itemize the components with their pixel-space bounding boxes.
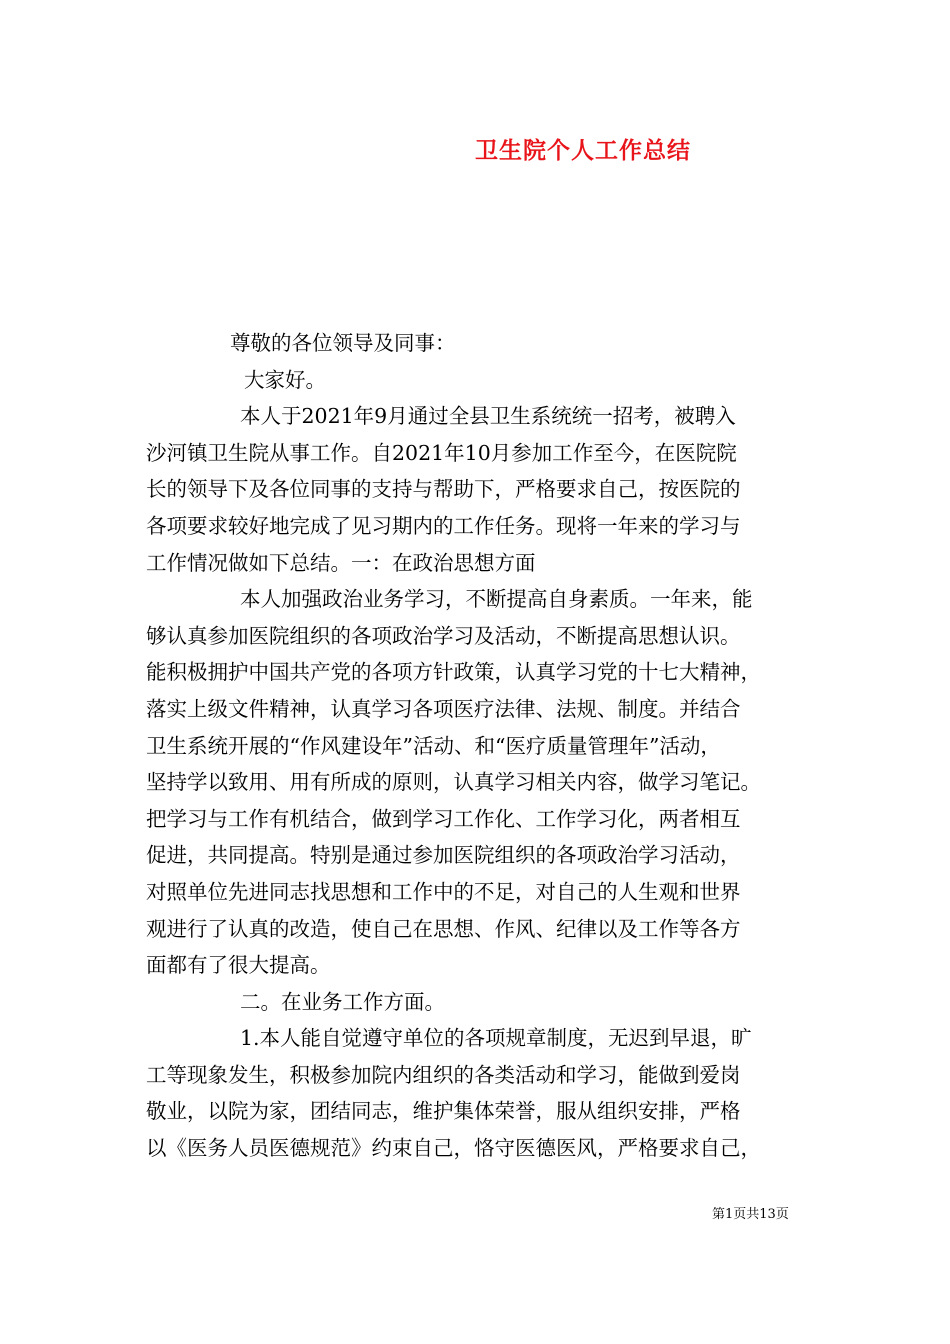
- paragraph-line: 坚持学以致用、用有所成的原则，认真学习相关内容，做学习笔记。: [146, 770, 761, 795]
- greeting-line: 尊敬的各位领导及同事：: [230, 331, 456, 355]
- paragraph-line: 本人加强政治业务学习，不断提高自身素质。一年来，能: [240, 587, 753, 612]
- paragraph-line: 工等现象发生，积极参加院内组织的各类活动和学习，能做到爱岗: [146, 1062, 741, 1087]
- paragraph-line: 能积极拥护中国共产党的各项方针政策，认真学习党的十七大精神，: [146, 660, 761, 685]
- paragraph-line: 对照单位先进同志找思想和工作中的不足，对自己的人生观和世界: [146, 879, 741, 904]
- paragraph-line: 沙河镇卫生院从事工作。自2021年10月参加工作至今，在医院院: [146, 440, 737, 465]
- paragraph-line: 敬业，以院为家，团结同志，维护集体荣誉，服从组织安排，严格: [146, 1099, 741, 1124]
- paragraph-line: 促进，共同提高。特别是通过参加医院组织的各项政治学习活动，: [146, 843, 741, 868]
- paragraph-line: 长的领导下及各位同事的支持与帮助下，严格要求自己，按医院的: [146, 477, 741, 502]
- page-number: 第1页共13页: [712, 1207, 789, 1222]
- paragraph-line: 把学习与工作有机结合，做到学习工作化、工作学习化，两者相互: [146, 806, 741, 831]
- paragraph-line: 面都有了很大提高。: [146, 953, 331, 978]
- document-title: 卫生院个人工作总结: [475, 138, 691, 164]
- paragraph-line: 观进行了认真的改造，使自己在思想、作风、纪律以及工作等各方: [146, 916, 741, 941]
- paragraph-line: 各项要求较好地完成了见习期内的工作任务。现将一年来的学习与: [146, 513, 741, 538]
- paragraph-line: 卫生系统开展的“作风建设年”活动、和“医疗质量管理年”活动，: [146, 733, 721, 758]
- hello-line: 大家好。: [244, 367, 326, 392]
- paragraph-line: 落实上级文件精神，认真学习各项医疗法律、法规、制度。并结合: [146, 696, 741, 721]
- paragraph-line: 工作情况做如下总结。一：在政治思想方面: [146, 550, 536, 575]
- paragraph-line: 以《医务人员医德规范》约束自己，恪守医德医风，严格要求自己，: [146, 1136, 761, 1161]
- paragraph-line: 够认真参加医院组织的各项政治学习及活动，不断提高思想认识。: [146, 623, 741, 648]
- paragraph-line: 本人于2021年9月通过全县卫生系统统一招考，被聘入: [240, 404, 736, 429]
- paragraph-line: 1.本人能自觉遵守单位的各项规章制度，无迟到早退，旷: [240, 1026, 752, 1051]
- section-heading: 二。在业务工作方面。: [240, 989, 445, 1014]
- document-body: [146, 325, 824, 1167]
